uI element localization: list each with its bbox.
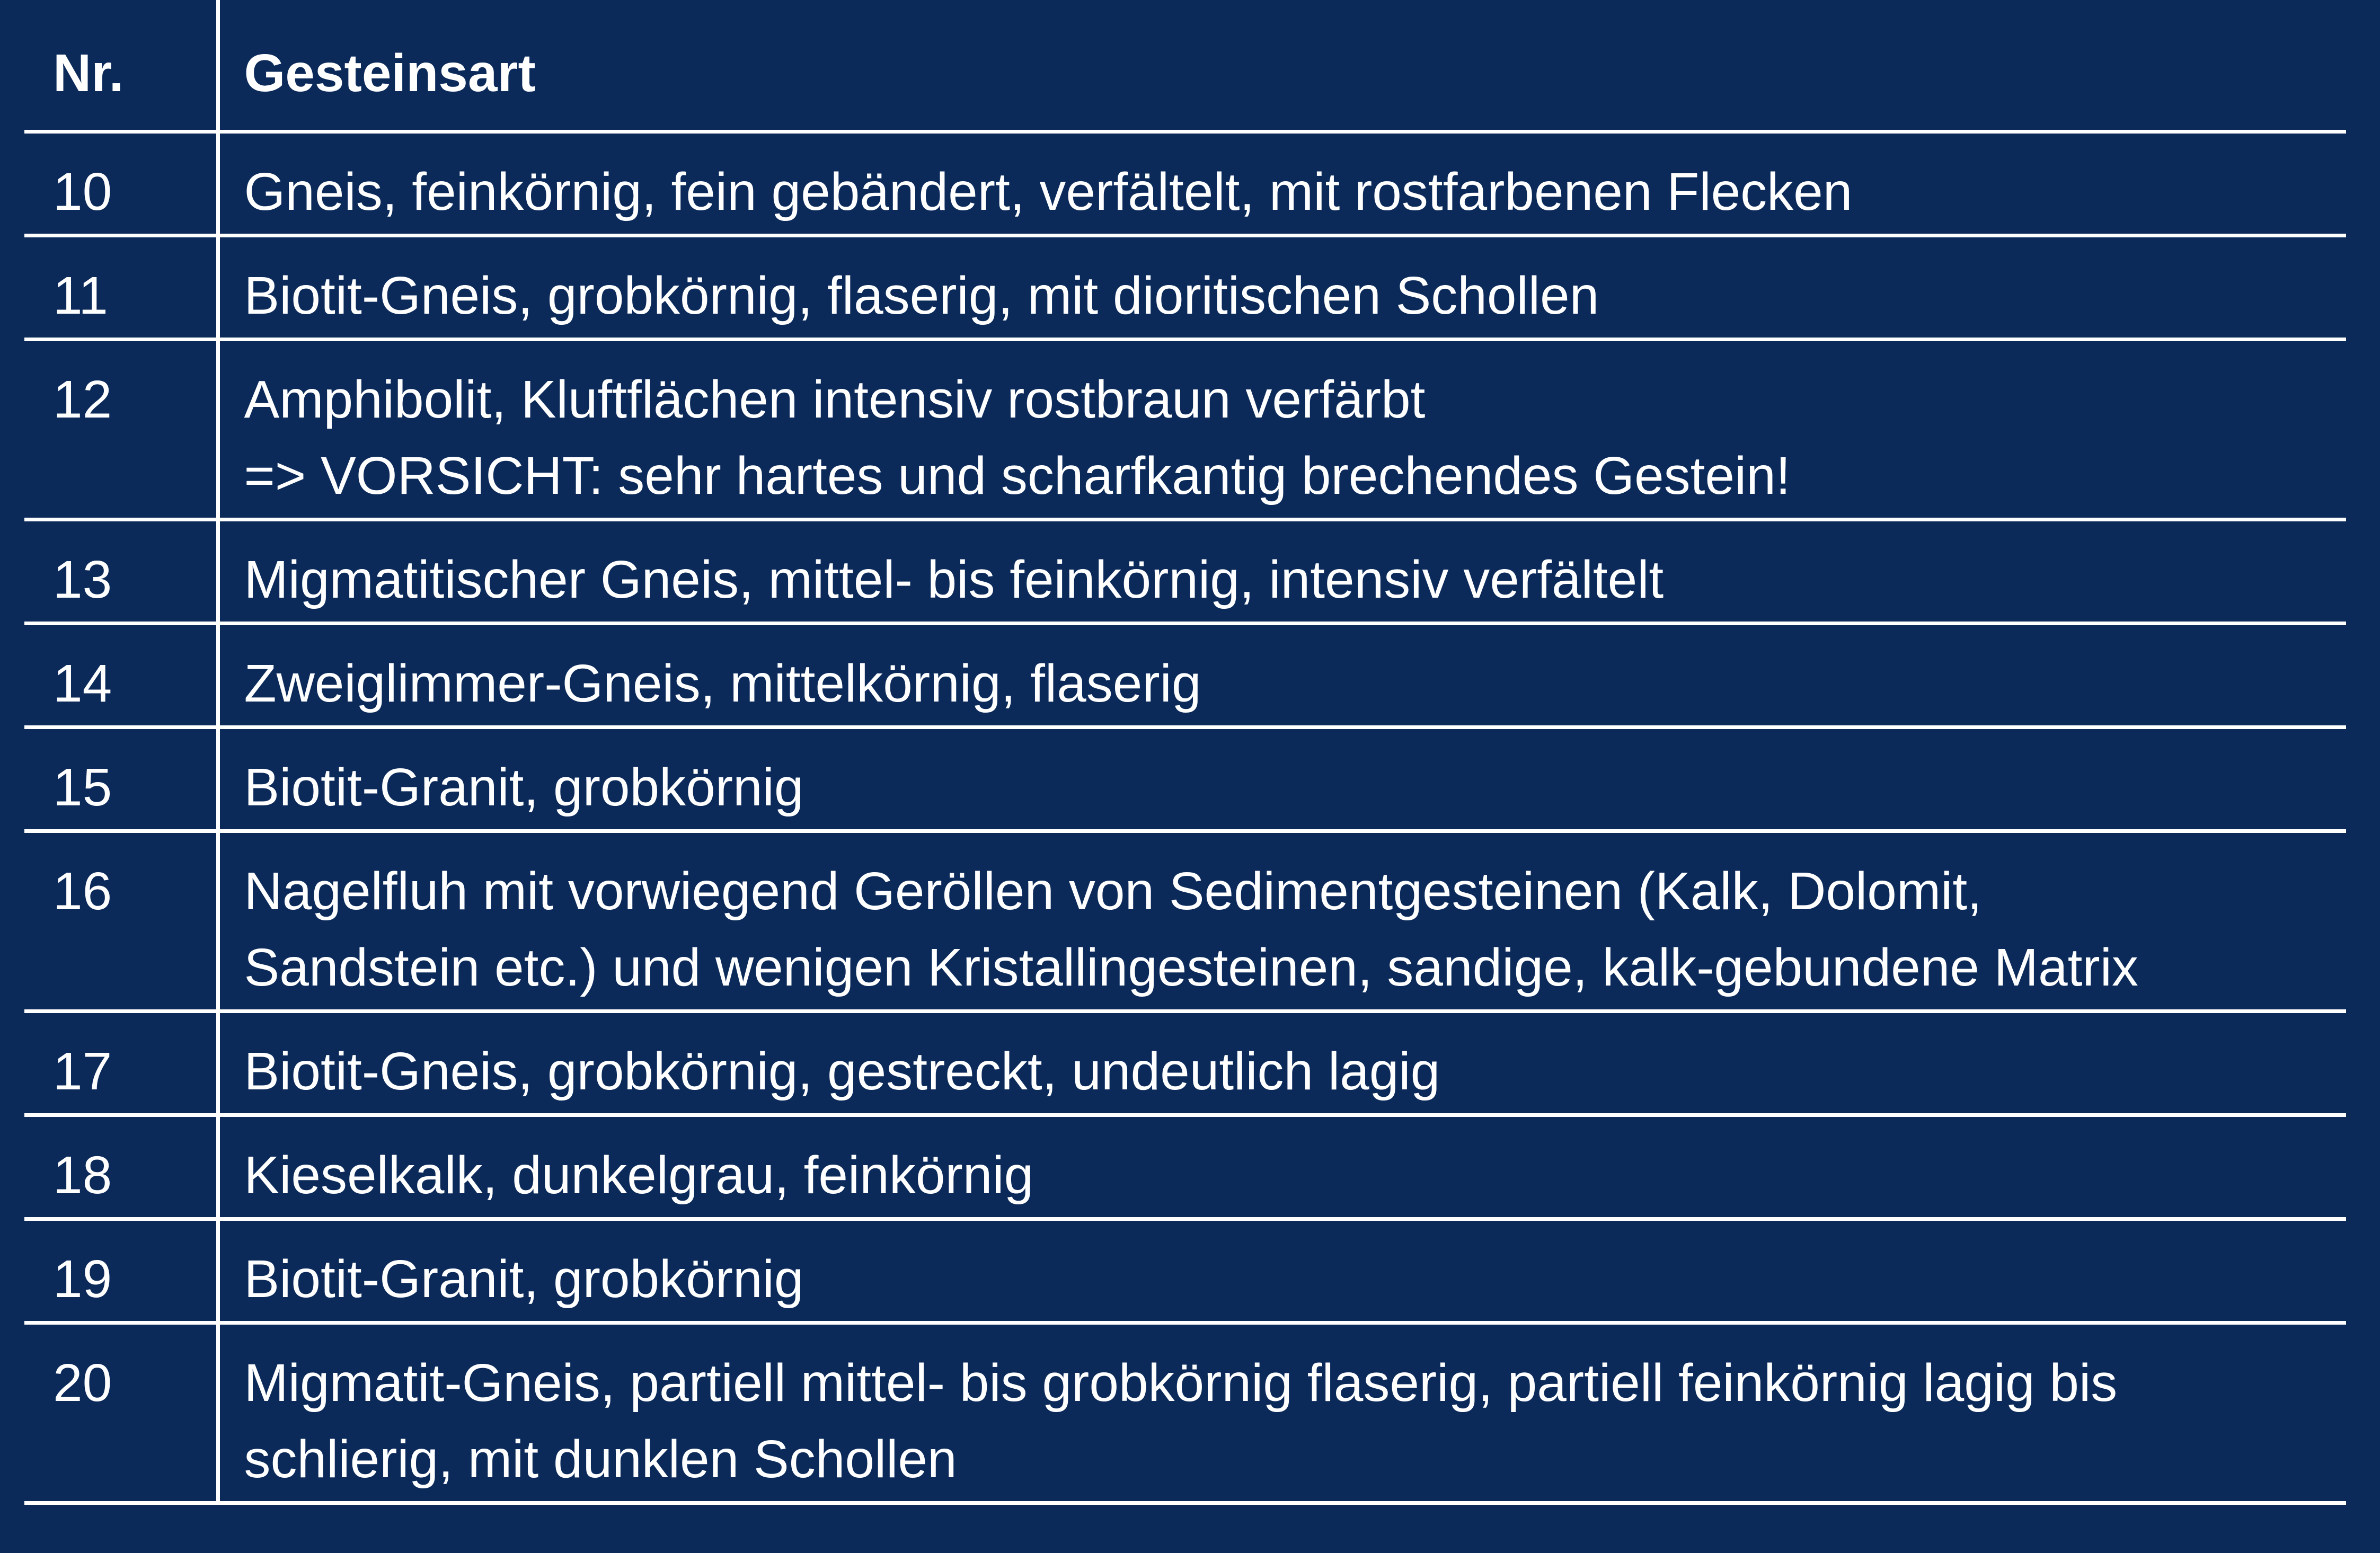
rock-description-line: Biotit-Gneis, grobkörnig, flaserig, mit dioritischen Schollen: [244, 265, 1599, 325]
row-number: 12: [24, 339, 218, 519]
rock-description-line: Gneis, feinkörnig, fein gebändert, verfältelt, mit rostfarbenen Flecken: [244, 162, 1853, 221]
rock-description-line: Sandstein etc.) und wenigen Kristallingesteinen, sandige, kalk-gebundene Matrix: [244, 937, 2138, 997]
row-number: 18: [24, 1115, 218, 1219]
table-row: [24, 519, 2346, 623]
table-row: [24, 131, 2346, 235]
row-number: 13: [24, 519, 218, 623]
rock-description-line: Biotit-Granit, grobkörnig: [244, 757, 804, 817]
rock-description: [218, 623, 2346, 727]
rock-description: [218, 339, 2346, 519]
column-header-gesteinsart: Gesteinsart: [244, 43, 536, 103]
table-row: [24, 1011, 2346, 1115]
row-number: 11: [24, 235, 218, 339]
row-number: 19: [24, 1219, 218, 1323]
table-header-row: [24, 0, 2346, 131]
rock-description: [218, 1115, 2346, 1219]
rock-description: [218, 519, 2346, 623]
rock-description: [218, 831, 2346, 1011]
row-number: 17: [24, 1011, 218, 1115]
table-row: [24, 623, 2346, 727]
table-row: [24, 831, 2346, 1011]
column-header-nr: Nr.: [24, 0, 218, 131]
table-row: [24, 339, 2346, 519]
table-row: [24, 727, 2346, 831]
row-number: 16: [24, 831, 218, 1011]
table-row: [24, 235, 2346, 339]
rock-description-line: Nagelfluh mit vorwiegend Geröllen von Sedimentgesteinen (Kalk, Dolomit,: [244, 861, 1982, 921]
rock-description: [218, 1011, 2346, 1115]
table-row: [24, 1115, 2346, 1219]
row-number: 10: [24, 131, 218, 235]
rock-description-line: Kieselkalk, dunkelgrau, feinkörnig: [244, 1145, 1034, 1205]
table-row: [24, 1219, 2346, 1323]
row-number: 20: [24, 1323, 218, 1503]
rock-description: [218, 1323, 2346, 1503]
rock-description-line: Migmatit-Gneis, partiell mittel- bis grobkörnig flaserig, partiell feinkörnig lagig bis: [244, 1353, 2118, 1413]
rock-description-line: Biotit-Gneis, grobkörnig, gestreckt, undeutlich lagig: [244, 1041, 1440, 1101]
rock-description: [218, 131, 2346, 235]
row-number: 15: [24, 727, 218, 831]
row-number: 14: [24, 623, 218, 727]
rock-description: [218, 727, 2346, 831]
rock-description: [218, 235, 2346, 339]
rock-description: [218, 1219, 2346, 1323]
rock-description-line: Migmatitischer Gneis, mittel- bis feinkörnig, intensiv verfältelt: [244, 549, 1664, 609]
table-body: [24, 131, 2346, 1503]
rock-description-line: => VORSICHT: sehr hartes und scharfkantig brechendes Gestein!: [244, 446, 1791, 505]
rock-description-line: Amphibolit, Kluftflächen intensiv rostbraun verfärbt: [244, 369, 1426, 429]
rock-type-table: [24, 0, 2346, 1505]
table-row: [24, 1323, 2346, 1503]
rock-description-line: schlierig, mit dunklen Schollen: [244, 1429, 957, 1489]
rock-description-line: Biotit-Granit, grobkörnig: [244, 1249, 804, 1309]
rock-description-line: Zweiglimmer-Gneis, mittelkörnig, flaserig: [244, 653, 1201, 713]
